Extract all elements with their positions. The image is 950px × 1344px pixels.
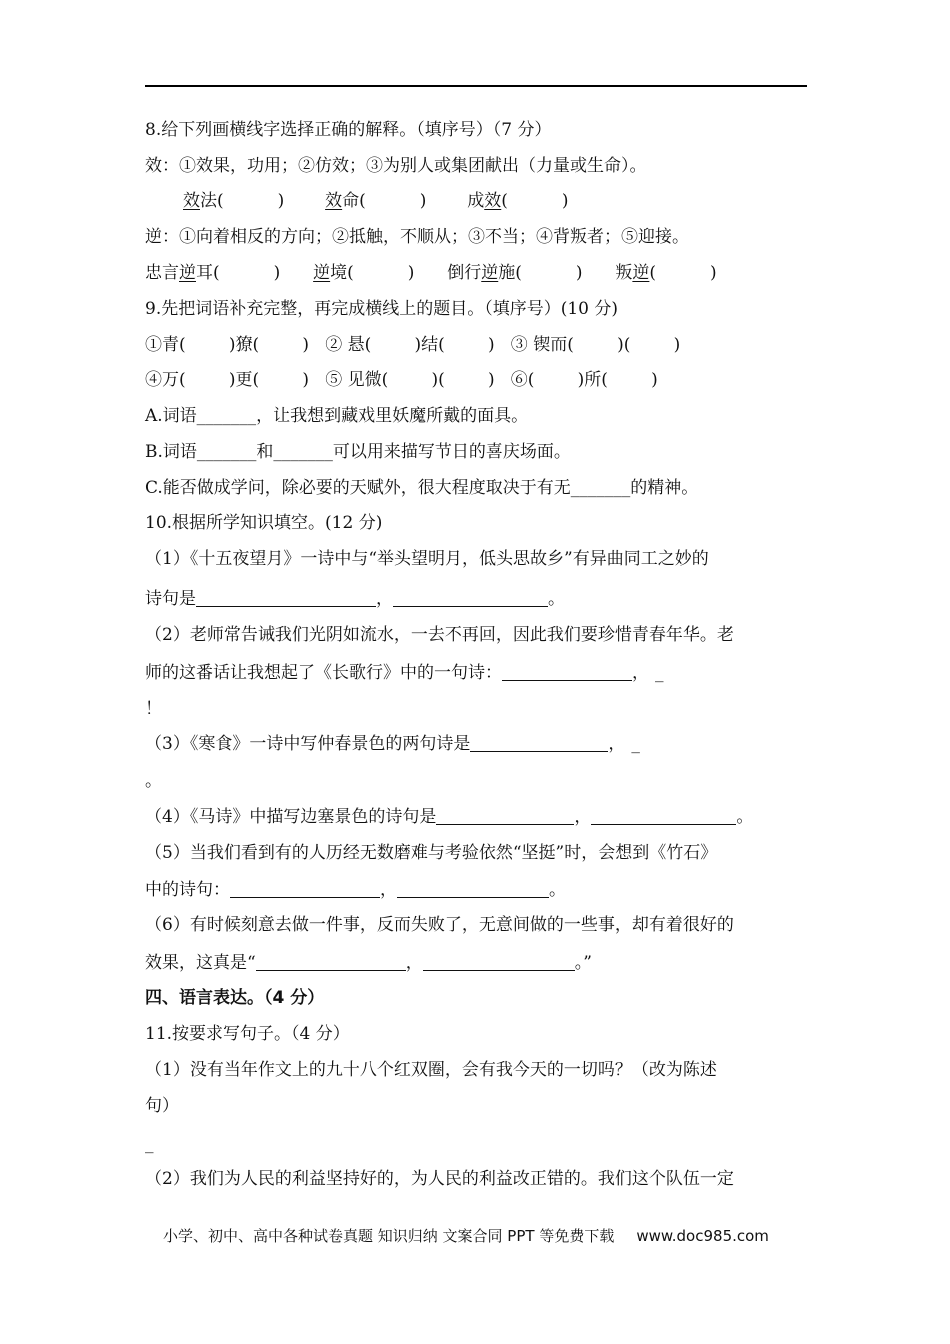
q10-p1-line1: （1）《十五夜望月》一诗中与“举头望明月，低头思故乡”有异曲同工之妙的 bbox=[145, 549, 709, 569]
q11-s1-answer: _ bbox=[145, 1134, 154, 1154]
q9-sub-a: A.词语_______，让我想到藏戏里妖魔所戴的面具。 bbox=[145, 406, 529, 426]
q11-s1-line2: 句） bbox=[145, 1096, 179, 1116]
q9-sub-c: C.能否做成学问，除必要的天赋外，很大程度取决于有无_______的精神。 bbox=[145, 478, 699, 498]
q9-title: 9.先把词语补充完整，再完成横线上的题目。（填序号）(10 分) bbox=[145, 299, 619, 319]
q9-idioms-row-2: ④万( )更( ) ⑤ 见微( )( ) ⑥( )所( ) bbox=[145, 370, 658, 390]
q10-p6-line1: （6）有时候刻意去做一件事，反而失败了，无意间做的一些事，却有着很好的 bbox=[145, 915, 734, 935]
q10-p4: （4）《马诗》中描写边塞景色的诗句是 ， 。 bbox=[145, 807, 754, 827]
q8-ni-words bbox=[145, 262, 717, 284]
q10-p3-line1: （3）《寒食》一诗中写仲春景色的两句诗是 ， _ bbox=[145, 734, 640, 754]
q11-s1-line1: （1）没有当年作文上的九十八个红双圈，会有我今天的一切吗？（改为陈述 bbox=[145, 1060, 717, 1080]
answer-blank[interactable] bbox=[470, 733, 608, 752]
answer-blank[interactable] bbox=[591, 806, 736, 825]
answer-blank[interactable] bbox=[256, 952, 406, 971]
q8-ni-word-1: 忠言逆耳( ) bbox=[145, 263, 281, 283]
q8-xiao-word-2: 效命( ) bbox=[325, 191, 427, 211]
answer-blank[interactable] bbox=[423, 952, 575, 971]
footer-url[interactable]: www.doc985.com bbox=[636, 1227, 769, 1245]
q11-s2-line1: （2）我们为人民的利益坚持好的，为人民的利益改正错的。我们这个队伍一定 bbox=[145, 1169, 734, 1189]
q8-ni-word-4: 叛逆( ) bbox=[615, 263, 717, 283]
q8-xiao-words bbox=[183, 190, 569, 212]
q8-xiao-word-1: 效法( ) bbox=[183, 191, 285, 211]
q10-p2-line1: （2）老师常告诫我们光阴如流水，一去不再回，因此我们要珍惜青春年华。老 bbox=[145, 625, 734, 645]
q10-p5-line2: 中的诗句： ， 。 bbox=[145, 880, 566, 900]
answer-blank[interactable] bbox=[196, 588, 376, 607]
q10-p2-line3: ！ bbox=[145, 699, 162, 719]
q8-xiao-definition: 效：①效果，功用；②仿效；③为别人或集团献出（力量或生命）。 bbox=[145, 156, 647, 176]
page-footer bbox=[163, 1226, 769, 1246]
q11-title: 11.按要求写句子。（4 分） bbox=[145, 1024, 350, 1044]
q10-p2-line2: 师的这番话让我想起了《长歌行》中的一句诗： ， _ bbox=[145, 663, 664, 683]
answer-blank[interactable] bbox=[397, 879, 549, 898]
answer-blank[interactable] bbox=[502, 662, 632, 681]
q10-p1-line2: 诗句是 ， 。 bbox=[145, 589, 565, 609]
answer-blank[interactable] bbox=[230, 879, 380, 898]
q8-ni-definition: 逆：①向着相反的方向；②抵触，不顺从；③不当；④背叛者；⑤迎接。 bbox=[145, 227, 689, 247]
section-4-heading: 四、语言表达。（4 分） bbox=[145, 988, 325, 1008]
q10-p6-line2: 效果，这真是“ ， 。” bbox=[145, 953, 592, 973]
footer-text: 小学、初中、高中各种试卷真题 知识归纳 文案合同 PPT 等免费下载 bbox=[163, 1227, 615, 1245]
header-rule bbox=[145, 85, 807, 87]
q10-p5-line1: （5）当我们看到有的人历经无数磨难与考验依然“坚挺”时，会想到《竹石》 bbox=[145, 843, 718, 863]
q10-title: 10.根据所学知识填空。(12 分) bbox=[145, 513, 383, 533]
answer-blank[interactable] bbox=[393, 588, 548, 607]
q9-sub-b: B.词语_______和_______可以用来描写节日的喜庆场面。 bbox=[145, 442, 571, 462]
q8-title: 8.给下列画横线字选择正确的解释。（填序号）（7 分） bbox=[145, 120, 552, 140]
q8-xiao-word-3: 成效( ) bbox=[467, 191, 569, 211]
q10-p3-line2: 。 bbox=[145, 771, 162, 791]
q9-idioms-row-1: ①青( )獠( ) ② 悬( )结( ) ③ 锲而( )( ) bbox=[145, 335, 681, 355]
answer-blank[interactable] bbox=[436, 806, 574, 825]
q8-ni-word-3: 倒行逆施( ) bbox=[447, 263, 583, 283]
q8-ni-word-2: 逆境( ) bbox=[313, 263, 415, 283]
